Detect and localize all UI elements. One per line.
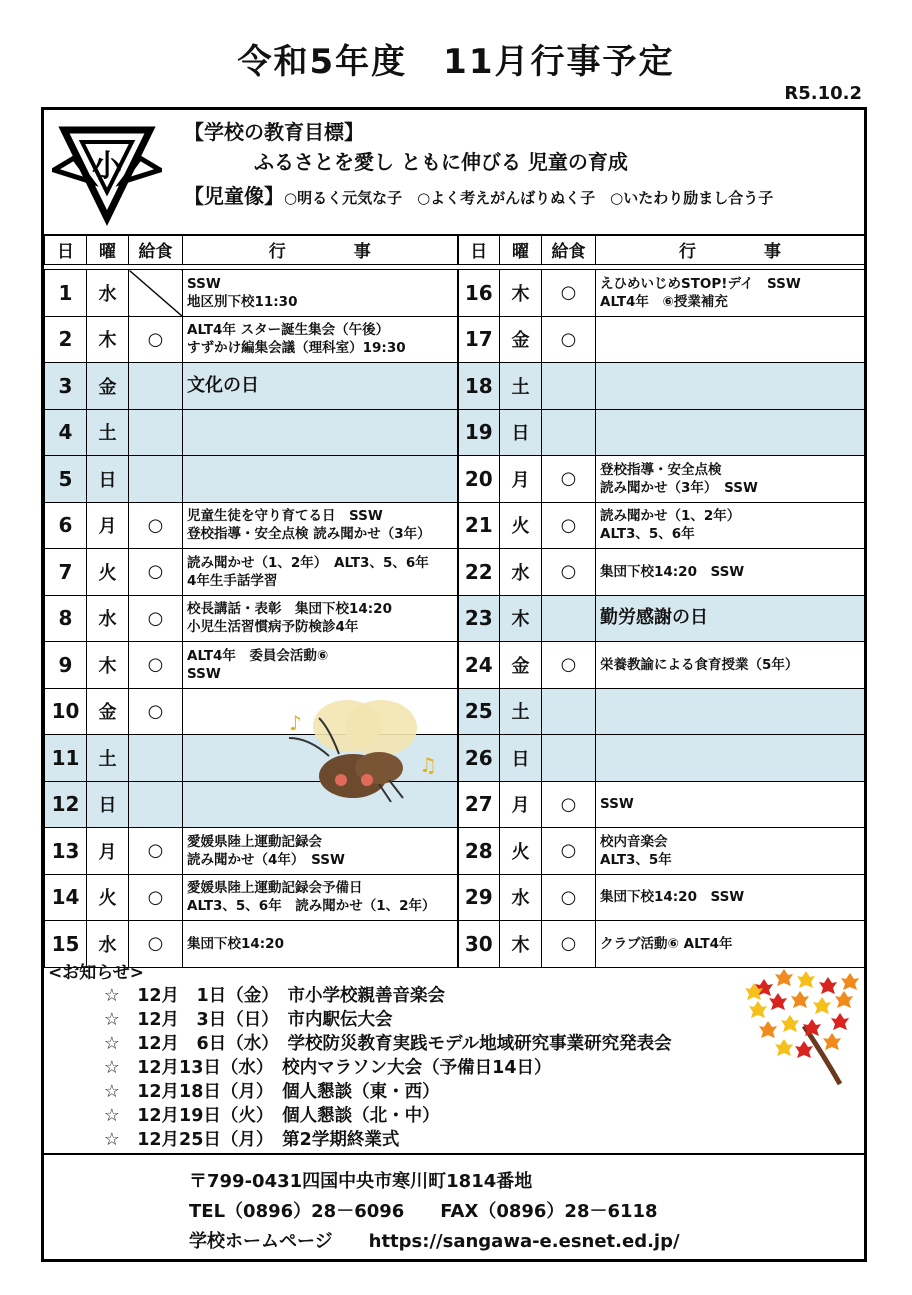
event-cell [596,688,865,735]
event-cell [183,642,458,689]
event-line: 集団下校14:20 SSW [600,563,745,580]
lunch-mark: ○ [129,874,183,921]
schedule-frame [41,107,867,1262]
event-line: 4年生手話学習 [187,572,278,589]
lunch-mark [542,363,596,410]
lunch-mark [129,409,183,456]
notice-item: ☆ 12月13日（水） 校内マラソン大会（予備日14日） [104,1058,552,1078]
event-line: 読み聞かせ（1、2年） [600,508,741,525]
weekday: 金 [500,642,542,689]
weekday: 木 [500,595,542,642]
lunch-mark [129,363,183,410]
event-cell [183,316,458,363]
day-number: 24 [458,642,500,689]
weekday: 日 [87,456,129,503]
event-cell [183,502,458,549]
table-row [45,502,865,549]
maple-leaf [797,971,815,988]
emblem-label: 小 [92,149,122,184]
table-row [45,549,865,596]
event-cell [183,270,458,317]
weekday: 月 [500,456,542,503]
lunch-mark: ○ [129,549,183,596]
event-line: 校内音楽会 [600,833,668,850]
event-line: ALT3、5年 [600,851,672,868]
lunch-mark: ○ [542,642,596,689]
lunch-mark [129,456,183,503]
table-row [45,409,865,456]
day-number: 9 [45,642,87,689]
maple-leaf [759,1021,777,1038]
maple-leaf [775,969,793,986]
event-cell [183,363,458,410]
event-line: すずかけ編集会議（理科室）19:30 [187,340,406,357]
event-cell [596,363,865,410]
table-row [45,874,865,921]
header-weekday: 曜 [500,235,542,265]
event-cell [596,735,865,782]
event-line: ALT4年 スター誕生集会（午後） [187,322,390,339]
day-number: 25 [458,688,500,735]
day-number: 4 [45,409,87,456]
weekday: 土 [500,688,542,735]
maple-leaf [791,991,809,1008]
weekday: 日 [87,781,129,828]
event-cell [596,595,865,642]
notice-heading: <お知らせ> [48,963,144,983]
calendar-body [45,270,865,968]
table-row [45,735,865,782]
event-cell [183,409,458,456]
event-cell [596,456,865,503]
event-cell [596,270,865,317]
event-line: 勤労感謝の日 [600,607,708,629]
ideal-child [184,180,773,209]
lunch-mark: ○ [542,456,596,503]
svg-text:♫: ♫ [419,753,437,777]
event-cell [183,456,458,503]
day-number: 18 [458,363,500,410]
education-goals [44,110,864,236]
page-title: 令和5年度 11月行事予定 [237,42,675,82]
header-weekday: 曜 [87,235,129,265]
weekday: 金 [87,688,129,735]
lunch-mark [542,735,596,782]
weekday: 木 [87,642,129,689]
issue-date: R5.10.2 [784,83,862,104]
lunch-mark: ○ [129,828,183,875]
day-number: 8 [45,595,87,642]
event-line: 集団下校14:20 SSW [600,889,745,906]
event-line: 児童生徒を守り育てる日 SSW [187,508,383,525]
table-row [45,316,865,363]
weekday: 土 [87,735,129,782]
event-line: ALT4年 委員会活動⑥ [187,647,329,664]
day-number: 17 [458,316,500,363]
lunch-mark: ○ [542,316,596,363]
header-event: 行 事 [596,235,865,265]
weekday: 火 [500,502,542,549]
event-line: SSW [600,796,634,813]
table-row [45,595,865,642]
day-number: 5 [45,456,87,503]
day-number: 12 [45,781,87,828]
weekday: 金 [500,316,542,363]
event-line: 愛媛県陸上運動記録会 [187,833,322,850]
day-number: 28 [458,828,500,875]
event-line: 地区別下校11:30 [187,293,298,310]
phone-fax: TEL（0896）28－6096 FAX（0896）28－6118 [189,1201,658,1222]
lunch-mark [542,595,596,642]
ideal-text: ○明るく元気な子 ○よく考えがんばりぬく子 ○いたわり励まし合う子 [284,189,774,207]
day-number: 30 [458,921,500,968]
postal-address: 〒799-0431四国中央市寒川町1814番地 [189,1171,533,1192]
header-lunch: 給食 [542,235,596,265]
day-number: 7 [45,549,87,596]
maple-leaf [803,1019,821,1036]
event-line: 登校指導・安全点検 読み聞かせ（3年） [187,526,431,543]
lunch-mark [542,409,596,456]
day-number: 16 [458,270,500,317]
weekday: 金 [87,363,129,410]
event-cell [183,828,458,875]
day-number: 3 [45,363,87,410]
lunch-mark [542,688,596,735]
header-lunch: 給食 [129,235,183,265]
school-emblem-icon [52,120,162,228]
goals-heading: 【学校の教育目標】 [184,120,364,144]
header-event: 行 事 [183,235,458,265]
weekday: 木 [500,921,542,968]
lunch-mark: ○ [542,549,596,596]
school-website-link[interactable]: 学校ホームページ https://sangawa-e.esnet.ed.jp/ [189,1231,680,1252]
event-line: クラブ活動⑥ ALT4年 [600,935,733,952]
event-cell [596,549,865,596]
event-cell [596,502,865,549]
weekday: 水 [87,270,129,317]
maple-leaf [795,1041,813,1058]
notice-item: ☆ 12月 6日（水） 学校防災教育実践モデル地域研究事業研究発表会 [104,1034,672,1054]
notice-item: ☆ 12月 1日（金） 市小学校親善音楽会 [104,986,445,1006]
lunch-mark: ○ [129,502,183,549]
maple-leaf [823,1033,841,1050]
lunch-mark: ○ [542,781,596,828]
maple-leaf [749,1001,767,1018]
table-row [45,456,865,503]
event-cell [596,874,865,921]
maple-leaf [831,1013,849,1030]
notice-item: ☆ 12月 3日（日） 市内駅伝大会 [104,1010,393,1030]
event-line: 読み聞かせ（3年） SSW [600,479,758,496]
lunch-mark: ○ [129,316,183,363]
autumn-leaves-icon [744,966,860,1086]
event-cell [596,642,865,689]
event-cell [596,409,865,456]
table-row [45,270,865,317]
header-day: 日 [458,235,500,265]
event-cell [596,828,865,875]
weekday: 日 [500,735,542,782]
day-number: 21 [458,502,500,549]
header-day: 日 [45,235,87,265]
weekday: 水 [87,921,129,968]
event-line: 読み聞かせ（1、2年） ALT3、5、6年 [187,554,429,571]
event-line: ALT3、5、6年 [600,526,695,543]
weekday: 月 [87,502,129,549]
day-number: 1 [45,270,87,317]
table-row [45,828,865,875]
weekday: 土 [87,409,129,456]
weekday: 水 [500,874,542,921]
lunch-mark: ○ [542,270,596,317]
maple-leaf [769,993,787,1010]
event-line: 登校指導・安全点検 [600,461,722,478]
day-number: 19 [458,409,500,456]
lunch-mark: ○ [129,688,183,735]
svg-text:♪: ♪ [289,711,302,735]
lunch-mark: ○ [542,874,596,921]
event-cell [183,874,458,921]
lunch-mark: ○ [129,642,183,689]
lunch-none [129,270,183,317]
weekday: 木 [500,270,542,317]
calendar-table [44,234,865,968]
event-line: えひめいじめSTOP!デイ SSW [600,275,801,292]
weekday: 土 [500,363,542,410]
event-line: 小児生活習慣病予防検診4年 [187,619,359,636]
goals-text: ふるさとを愛し ともに伸びる 児童の育成 [254,150,628,174]
table-row [45,688,865,735]
maple-leaf [781,1015,799,1032]
weekday: 火 [87,874,129,921]
notice-item: ☆ 12月18日（月） 個人懇談（東・西） [104,1082,440,1102]
day-number: 27 [458,781,500,828]
day-number: 13 [45,828,87,875]
event-line: 栄養教諭による食育授業（5年） [600,656,799,673]
day-number: 22 [458,549,500,596]
cricket-illustration-icon [269,698,449,806]
day-number: 29 [458,874,500,921]
lunch-mark: ○ [129,921,183,968]
lunch-mark: ○ [542,828,596,875]
lunch-mark [129,735,183,782]
event-line: 校長講話・表彰 集団下校14:20 [187,601,392,618]
weekday: 木 [87,316,129,363]
weekday: 火 [87,549,129,596]
event-line: 集団下校14:20 [187,935,284,952]
table-row [45,781,865,828]
event-cell [596,316,865,363]
day-number: 14 [45,874,87,921]
day-number: 20 [458,456,500,503]
event-cell [596,781,865,828]
notice-item: ☆ 12月25日（月） 第2学期終業式 [104,1130,400,1150]
table-row [45,642,865,689]
day-number: 26 [458,735,500,782]
maple-leaf [775,1039,793,1056]
event-line: 読み聞かせ（4年） SSW [187,851,345,868]
weekday: 月 [87,828,129,875]
day-number: 6 [45,502,87,549]
event-line: SSW [187,275,221,292]
event-line: 文化の日 [187,374,259,396]
weekday: 月 [500,781,542,828]
day-number: 2 [45,316,87,363]
day-number: 23 [458,595,500,642]
lunch-mark [129,781,183,828]
weekday: 水 [500,549,542,596]
event-line: ALT3、5、6年 読み聞かせ（1、2年） [187,898,436,915]
calendar-header-row [45,235,865,265]
event-cell [183,549,458,596]
event-line: 愛媛県陸上運動記録会予備日 [187,880,363,897]
weekday: 日 [500,409,542,456]
weekday: 火 [500,828,542,875]
event-line: SSW [187,665,221,682]
ideal-label: 【児童像】 [184,184,284,208]
lunch-mark: ○ [129,595,183,642]
weekday: 水 [87,595,129,642]
maple-leaf [813,997,831,1014]
maple-leaf [841,973,859,990]
school-address [44,1155,864,1259]
lunch-mark: ○ [542,502,596,549]
notice-section [44,958,864,1155]
maple-leaf [835,991,853,1008]
day-number: 10 [45,688,87,735]
notice-item: ☆ 12月19日（火） 個人懇談（北・中） [104,1106,440,1126]
maple-leaf [819,977,837,994]
event-cell [183,595,458,642]
lunch-mark: ○ [542,921,596,968]
table-row [45,363,865,410]
event-line: ALT4年 ⑥授業補充 [600,293,728,310]
day-number: 15 [45,921,87,968]
day-number: 11 [45,735,87,782]
